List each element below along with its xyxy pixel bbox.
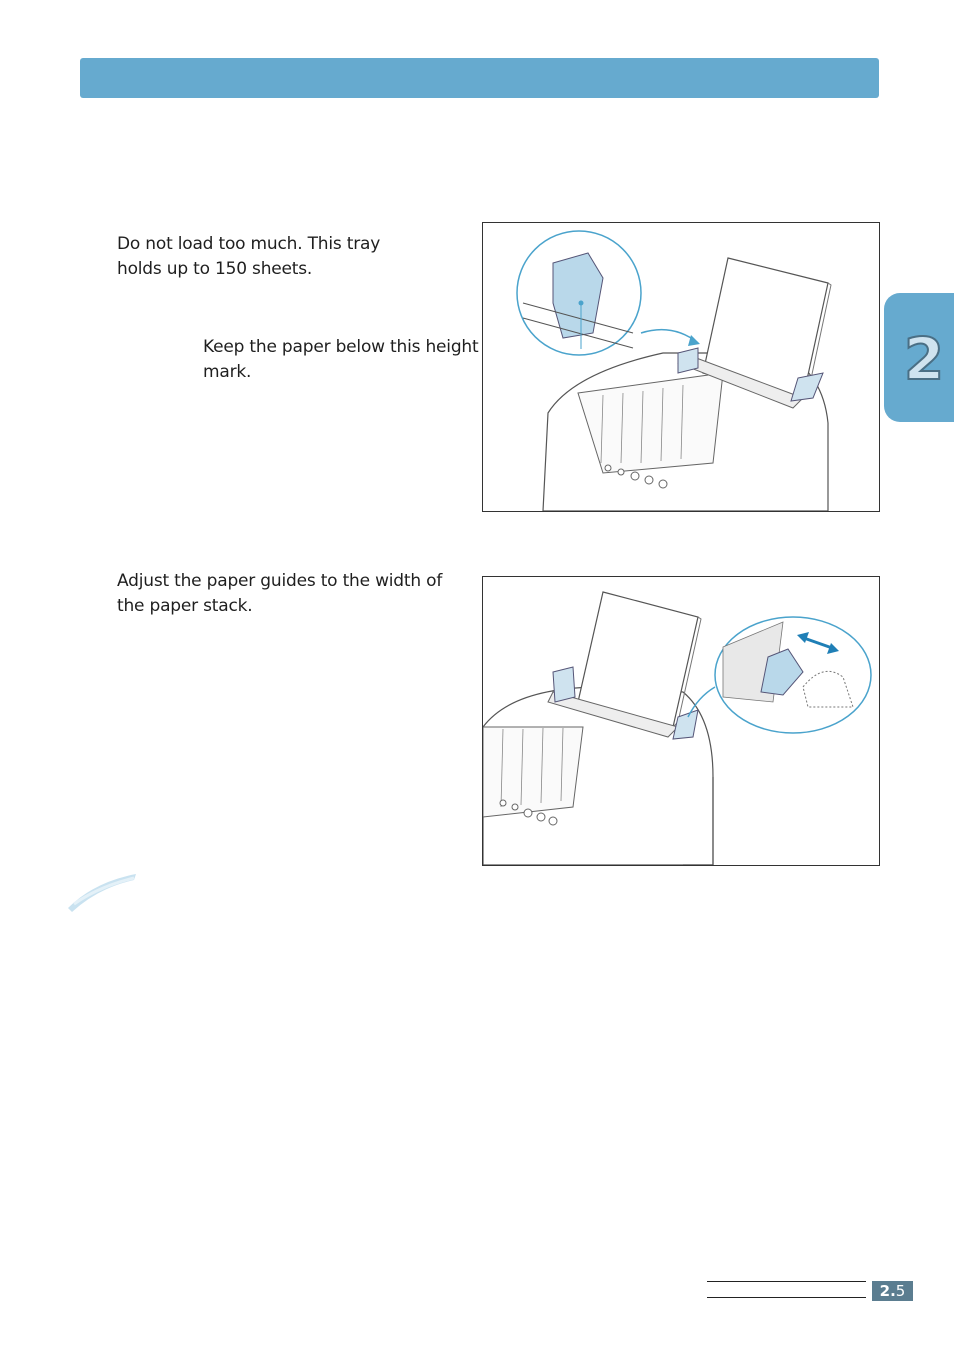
- height-mark-callout: Keep the paper below this height mark.: [203, 337, 479, 382]
- section-header-bar: [80, 58, 879, 98]
- page-number-badge: [872, 1281, 913, 1301]
- step-text-load-limit: Do not load too much. This tray holds up to 150 sheets.: [117, 234, 381, 279]
- page-index: 5: [895, 1282, 906, 1300]
- note-swoosh-icon: [64, 868, 140, 916]
- page-chapter: 2.: [879, 1282, 896, 1300]
- chapter-number-glyph: [904, 329, 944, 385]
- chapter-tab: [884, 293, 954, 422]
- step-text-adjust-guides: Adjust the paper guides to the width of the paper stack.: [117, 571, 443, 616]
- svg-text:2: 2: [904, 329, 944, 385]
- footer-rule: [707, 1281, 866, 1298]
- figure-adjust-paper-guides: [482, 576, 880, 866]
- figure-paper-height-mark: [482, 222, 880, 512]
